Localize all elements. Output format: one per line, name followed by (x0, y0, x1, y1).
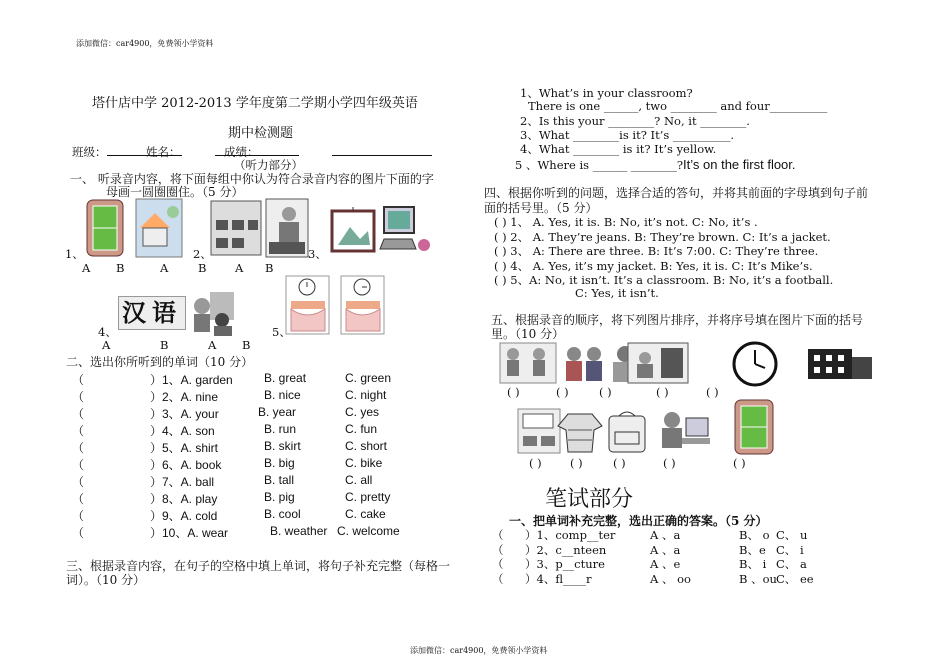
s4-item5-c: C: Yes, it isn’t. (575, 286, 659, 300)
s4-item[interactable]: ( ) 4、 A. Yes, it’s my jacket. B: Yes, it is. C: It’s Mike’s. (494, 258, 813, 273)
title-line1: 塔什店中学 2012-2013 学年度第二学期小学四年级英语 (92, 96, 418, 111)
clock-table-picture-a (285, 275, 330, 335)
s3-q3[interactable]: 3、What ________is it? It’s __________. (520, 128, 735, 142)
s3-q2[interactable]: 2、Is this your ________? No, it ________. (520, 114, 750, 128)
s2-option-b: B. weather (270, 524, 328, 538)
s2-paren[interactable]: （ (72, 458, 85, 472)
title-line2: 期中检测题 (228, 126, 294, 141)
section1-heading: 一、 听录音内容，将下面每组中你认为符合录音内容的图片下面的字 (70, 172, 434, 186)
listening-label: （听力部分） (234, 158, 303, 172)
section5-heading: 五、根据录音的顺序，将下列图片排序，并将序号填在图片下面的括号 (491, 313, 864, 327)
s1-letter[interactable]: B (265, 261, 274, 275)
boys-picture (560, 344, 606, 384)
s2-option-a: ）4、A. son (150, 424, 215, 438)
s1-num-4: 4、 (98, 325, 117, 339)
s4-item[interactable]: ( ) 1、 A. Yes, it is. B: No, it’s not. C: No, it’s . (494, 215, 758, 229)
s3-q1-blanks[interactable]: There is one ______, two ________ and four__________ (528, 99, 828, 113)
s1-letter[interactable]: A (235, 261, 244, 275)
section4-heading: 四、根据你听到的问题，选择合适的答句，并将其前面的字母填到句子前 (484, 186, 869, 200)
s1-letter[interactable]: B (198, 261, 207, 275)
s2-option-b: B. nice (264, 388, 301, 402)
section5-heading2: 里。（10 分） (491, 327, 565, 341)
extra-blank[interactable] (332, 155, 432, 156)
written-option-c: C、 i (776, 542, 804, 557)
s1-letter[interactable]: B (242, 338, 251, 352)
s2-option-c: C. yes (345, 405, 380, 419)
footer-note: 添加微信：car4900，免费领小学资料 (410, 646, 548, 655)
s2-option-c: C. cake (345, 507, 386, 521)
s4-item[interactable]: ( ) 2、 A. They’re jeans. B: They’re brown. C: It’s a jacket. (494, 229, 831, 244)
header-note: 添加微信：car4900，免费领小学资料 (76, 39, 214, 48)
s2-option-c: C. fun (345, 422, 378, 436)
written-question: ）4、fl____r (525, 571, 592, 586)
s2-paren[interactable]: （ (72, 526, 85, 540)
written-question: ）2、c__nteen (525, 542, 607, 557)
written-question: ）1、comp__ter (525, 528, 616, 542)
section1-heading2: 母画一圆圈圈住。（5 分） (106, 185, 244, 199)
football-field-picture-a (85, 198, 125, 258)
s1-num-2: 2、 (193, 247, 212, 261)
s2-option-c: C. green (345, 371, 392, 385)
s4-item[interactable]: ( ) 5、A: No, it isn’t. It’s a classroom. B: No, it’s a football. (494, 273, 834, 287)
s5-answer-paren[interactable]: ( ) (529, 456, 542, 470)
s5-answer-paren[interactable]: ( ) (570, 456, 583, 470)
s3-q1: 1、What’s in your classroom? (520, 86, 693, 100)
s2-option-a: ）2、A. nine (150, 390, 219, 404)
s2-option-c: C. welcome (337, 524, 400, 538)
s2-option-c: C. all (345, 473, 373, 487)
written-part-title: 笔试部分 (545, 487, 634, 512)
s2-option-c: C. pretty (345, 490, 391, 504)
s3-q5-answer: It’s on the first floor. (683, 157, 796, 172)
s2-option-b: B. pig (264, 490, 295, 504)
s2-option-a: ）10、A. wear (150, 526, 229, 540)
s2-option-b: B. run (264, 422, 297, 436)
name-blank[interactable] (108, 155, 182, 156)
s1-num-5: 5、 (272, 325, 291, 339)
s2-option-b: B. big (264, 456, 295, 470)
section3-heading2: 词）。（10 分） (66, 573, 146, 587)
s2-option-c: C. short (345, 439, 388, 453)
score-blank[interactable] (215, 155, 299, 156)
written-option-a: A 、a (650, 528, 681, 542)
s1-letter[interactable]: A (102, 338, 111, 352)
written-paren[interactable]: （ (492, 571, 504, 586)
s2-option-b: B. cool (264, 507, 301, 521)
s2-option-a: ）1、A. garden (150, 373, 233, 387)
s5-answer-paren[interactable]: ( ) (599, 385, 612, 399)
written-paren[interactable]: （ (492, 542, 504, 557)
s1-letter[interactable]: A (82, 261, 91, 275)
clock-table-picture-b (340, 275, 385, 335)
score-label: 成绩： (224, 145, 259, 159)
s2-paren[interactable]: （ (72, 492, 85, 506)
s2-paren[interactable]: （ (72, 509, 85, 523)
people-picture-b (186, 290, 236, 338)
written-paren[interactable]: （ (492, 528, 504, 542)
boy-computer-picture (652, 406, 712, 456)
written-heading: 一、把单词补充完整，选出正确的答案。（5 分） (509, 514, 768, 528)
written-option-c: C、 ee (776, 571, 814, 586)
s2-option-a: ）9、A. cold (150, 509, 218, 523)
classroom-picture-a (210, 200, 262, 256)
s1-letter[interactable]: A (160, 261, 169, 275)
computer-picture-b (378, 205, 434, 255)
written-option-a: A 、a (650, 542, 681, 557)
s2-option-a: ）6、A. book (150, 458, 222, 472)
schoolbag-picture (603, 408, 651, 456)
name-label: 姓名： (146, 145, 181, 159)
s2-option-b: B. tall (264, 473, 295, 487)
s5-answer-paren[interactable]: ( ) (613, 456, 626, 470)
s2-paren[interactable]: （ (72, 373, 85, 387)
s5-answer-paren[interactable]: ( ) (656, 385, 669, 399)
s5-answer-paren[interactable]: ( ) (556, 385, 569, 399)
written-option-b: B、 i (739, 557, 767, 571)
s2-option-a: ）5、A. shirt (150, 441, 219, 455)
written-option-b: B、e (739, 542, 766, 557)
written-question: ）3、p__cture (525, 557, 605, 571)
s2-option-c: C. night (345, 388, 387, 402)
sweater-picture (556, 408, 604, 456)
classroom-desk-picture (517, 408, 561, 454)
s5-answer-paren[interactable]: ( ) (733, 456, 746, 470)
library-picture (627, 342, 689, 384)
s2-option-a: ）7、A. ball (150, 475, 215, 489)
s1-letter[interactable]: A (208, 338, 217, 352)
s2-paren[interactable]: （ (72, 424, 85, 438)
s2-option-a: ）8、A. play (150, 492, 218, 506)
s3-q5[interactable] (515, 157, 796, 173)
s2-paren[interactable]: （ (72, 441, 85, 455)
s2-paren[interactable]: （ (72, 475, 85, 489)
building-picture (806, 343, 874, 381)
s2-paren[interactable]: （ (72, 390, 85, 404)
s5-answer-paren[interactable]: ( ) (663, 456, 676, 470)
s1-num-3: 3、 (308, 247, 327, 261)
s2-paren[interactable]: （ (72, 407, 85, 421)
written-option-b: B 、ou (739, 571, 777, 586)
written-paren[interactable]: （ (492, 557, 504, 571)
written-option-c: C、 u (776, 528, 808, 542)
hanyu-picture-a: 汉语 (118, 296, 186, 330)
picture-frame-picture-a (330, 207, 376, 253)
s2-option-b: B. great (264, 371, 307, 385)
written-option-b: B、 o (739, 528, 770, 542)
s5-answer-paren[interactable]: ( ) (507, 385, 520, 399)
s2-option-b: B. year (258, 405, 297, 419)
class-label: 班级： (72, 145, 107, 159)
section2-heading: 二、选出你所听到的单词（10 分） (66, 355, 254, 369)
s5-answer-paren[interactable]: ( ) (706, 385, 719, 399)
section3-heading: 三、根据录音内容，在句子的空格中填上单词，将句子补充完整（每格一 (66, 559, 451, 573)
kids-playing-picture (499, 342, 557, 384)
s1-num-1: 1、 (65, 247, 84, 261)
s3-q5-blanks[interactable]: 5 、Where is ______ ________? (515, 158, 684, 172)
football-field-picture (733, 398, 775, 456)
s2-option-b: B. skirt (264, 439, 301, 453)
written-option-a: A 、 oo (650, 571, 691, 586)
s1-letter[interactable]: B (116, 261, 125, 275)
s3-q4[interactable]: 4、What ________ is it? It’s yellow. (520, 142, 717, 156)
clock-icon (731, 340, 779, 388)
computer-room-picture-b (265, 198, 309, 258)
s4-item[interactable]: ( ) 3、 A: There are three. B: It’s 7:00. C: They’re three. (494, 244, 819, 258)
s2-option-a: ）3、A. your (150, 407, 219, 421)
written-option-c: C、 a (776, 557, 807, 571)
s2-option-c: C. bike (345, 456, 383, 470)
section4-heading2: 面的括号里。（5 分） (484, 201, 598, 215)
written-option-a: A 、e (650, 557, 681, 571)
street-scene-picture-b (135, 198, 183, 258)
s1-letter[interactable]: B (160, 338, 169, 352)
